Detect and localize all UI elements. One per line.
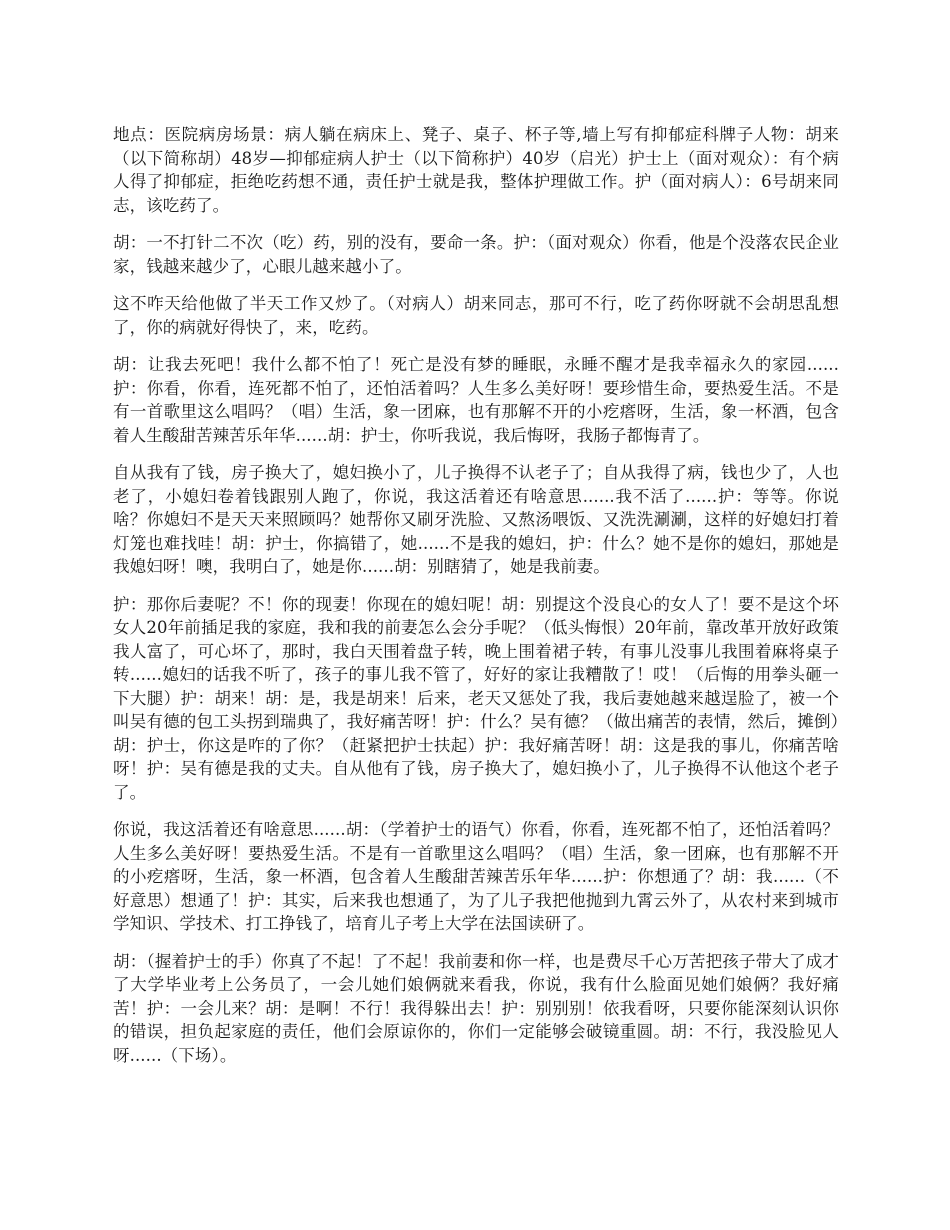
paragraph: 地点：医院病房场景：病人躺在病床上、凳子、桌子、杯子等,墙上写有抑郁症科牌子人物：胡来（以下简称胡）48岁—抑郁症病人护士（以下简称护）40岁（启光）护士上（面对观众）：有个病人得了抑郁症，拒绝吃药想不通，责任护士就是我，整体护理做工作。护（面对病人）：6号胡来同志，该吃药了。 — [113, 125, 839, 215]
paragraph: 胡：（握着护士的手）你真了不起！了不起！我前妻和你一样，也是费尽千心万苦把孩子带大了成才了大学毕业考上公务员了，一会儿她们娘俩就来看我，你说，我有什么脸面见她们娘俩？我好痛苦！护：一会儿来？胡：是啊！不行！我得躲出去！护：别别别！依我看呀，只要你能深刻认识你的错误，担负起家庭的责任，他们会原谅你的，你们一定能够会破镜重圆。胡：不行，我没脸见人呀......（下场）。 — [113, 951, 839, 1065]
document-body — [113, 123, 839, 1081]
paragraph: 胡：一不打针二不次（吃）药，别的没有，要命一条。护：（面对观众）你看，他是个没落农民企业家，钱越来越少了，心眼儿越来越小了。 — [113, 233, 839, 276]
paragraph: 你说，我这活着还有啥意思......胡：（学着护士的语气）你看，你看，连死都不怕了，还怕活着吗？人生多么美好呀！要热爱生活。不是有一首歌里这么唱吗？（唱）生活，象一团麻，也有那解不开的小疙瘩呀，生活，象一杯酒，包含着人生酸甜苦辣苦乐年华......护：你想通了？胡：我......（不好意思）想通了！护：其实，后来我也想通了，为了儿子我把他抛到九霄云外了，从农村来到城市学知识、学技术、打工挣钱了，培育儿子考上大学在法国读研了。 — [113, 820, 839, 933]
paragraph: 胡：让我去死吧！我什么都不怕了！死亡是没有梦的睡眠，永睡不醒才是我幸福永久的家园......护：你看，你看，连死都不怕了，还怕活着吗？人生多么美好呀！要珍惜生命，要热爱生活。不是有一首歌里这么唱吗？（唱）生活，象一团麻，也有那解不开的小疙瘩呀，生活，象一杯酒，包含着人生酸甜苦辣苦乐年华......胡：护士，你听我说，我后悔呀，我肠子都悔青了。 — [113, 355, 839, 445]
paragraph: 这不咋天给他做了半天工作又炒了。（对病人）胡来同志，那可不行，吃了药你呀就不会胡思乱想了，你的病就好得快了，来，吃药。 — [113, 294, 839, 337]
paragraph: 护：那你后妻呢？不！你的现妻！你现在的媳妇呢！胡：别提这个没良心的女人了！要不是这个坏女人20年前插足我的家庭，我和我的前妻怎么会分手呢？（低头悔恨）20年前，靠改革开放好政策我人富了，可心坏了，那时，我白天围着盘子转，晚上围着裙子转，有事儿没事儿我围着麻将桌子转......媳妇的话我不听了，孩子的事儿我不管了，好好的家让我糟散了！哎！（后悔的用拳头砸一下大腿）护：胡来！胡：是，我是胡来！后来，老天又惩处了我，我后妻她越来越逞脸了，被一个叫吴有德的包工头拐到瑞典了，我好痛苦呀！护：什么？吴有德？（做出痛苦的表情，然后，摊倒）胡：护士，你这是咋的了你？（赶紧把护士扶起）护：我好痛苦呀！胡：这是我的事儿，你痛苦啥呀！护：吴有德是我的丈夫。自从他有了钱，房子换大了，媳妇换小了，儿子换得不认他这个老子了。 — [113, 594, 839, 802]
paragraph: 自从我有了钱，房子换大了，媳妇换小了，儿子换得不认老子了；自从我得了病，钱也少了，人也老了，小媳妇卷着钱跟别人跑了，你说，我这活着还有啥意思......我不活了......护：等等。你说啥？你媳妇不是天天来照顾吗？她帮你又刷牙洗脸、又熬汤喂饭、又洗洗涮涮，这样的好媳妇打着灯笼也难找哇！胡：护士，你搞错了，她......不是我的媳妇，护：什么？她不是你的媳妇，那她是我媳妇呀！噢，我明白了，她是你......胡：别瞎猜了，她是我前妻。 — [113, 463, 839, 576]
